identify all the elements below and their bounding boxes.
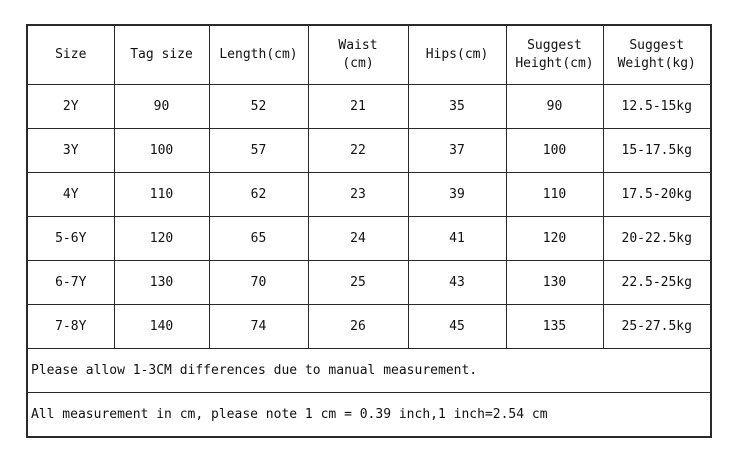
cell-waist: 21	[308, 85, 408, 129]
cell-size: 2Y	[27, 85, 114, 129]
cell-size: 3Y	[27, 129, 114, 173]
header-size: Size	[27, 25, 114, 85]
cell-weight: 22.5-25kg	[603, 261, 711, 305]
cell-length: 65	[209, 217, 308, 261]
header-tag-size: Tag size	[114, 25, 209, 85]
cell-tag-size: 110	[114, 173, 209, 217]
header-height-line1: Suggest	[527, 38, 582, 53]
cell-weight: 15-17.5kg	[603, 129, 711, 173]
size-chart-table	[26, 24, 712, 438]
table-row	[27, 85, 711, 129]
cell-tag-size: 90	[114, 85, 209, 129]
note-row-units	[27, 393, 711, 438]
note-row-manual	[27, 349, 711, 393]
cell-height: 135	[506, 305, 603, 349]
cell-hips: 43	[408, 261, 506, 305]
cell-waist: 24	[308, 217, 408, 261]
cell-length: 57	[209, 129, 308, 173]
table-row	[27, 305, 711, 349]
cell-hips: 37	[408, 129, 506, 173]
header-height-line2: Height(cm)	[515, 56, 594, 71]
cell-length: 52	[209, 85, 308, 129]
cell-waist: 26	[308, 305, 408, 349]
table-row	[27, 173, 711, 217]
header-length: Length(cm)	[209, 25, 308, 85]
header-weight-line2: Weight(kg)	[617, 56, 696, 71]
cell-size: 5-6Y	[27, 217, 114, 261]
header-waist	[308, 25, 408, 85]
cell-length: 70	[209, 261, 308, 305]
cell-waist: 23	[308, 173, 408, 217]
note-unit-conversion: All measurement in cm, please note 1 cm = 0.39 inch,1 inch=2.54 cm	[27, 393, 711, 438]
cell-hips: 35	[408, 85, 506, 129]
table-row	[27, 217, 711, 261]
table-row	[27, 261, 711, 305]
table-row	[27, 129, 711, 173]
cell-hips: 41	[408, 217, 506, 261]
header-weight-line1: Suggest	[629, 38, 685, 53]
cell-tag-size: 120	[114, 217, 209, 261]
note-manual-measurement: Please allow 1-3CM differences due to manual measurement.	[27, 349, 711, 393]
cell-weight: 25-27.5kg	[603, 305, 711, 349]
header-waist-line2: (cm)	[342, 56, 374, 71]
cell-hips: 39	[408, 173, 506, 217]
header-weight	[603, 25, 711, 85]
cell-height: 100	[506, 129, 603, 173]
header-hips: Hips(cm)	[408, 25, 506, 85]
cell-size: 6-7Y	[27, 261, 114, 305]
cell-length: 62	[209, 173, 308, 217]
cell-weight: 17.5-20kg	[603, 173, 711, 217]
header-waist-line1: Waist	[338, 38, 378, 53]
header-height	[506, 25, 603, 85]
cell-height: 130	[506, 261, 603, 305]
cell-size: 4Y	[27, 173, 114, 217]
cell-tag-size: 130	[114, 261, 209, 305]
cell-size: 7-8Y	[27, 305, 114, 349]
cell-height: 120	[506, 217, 603, 261]
cell-height: 110	[506, 173, 603, 217]
cell-height: 90	[506, 85, 603, 129]
cell-tag-size: 140	[114, 305, 209, 349]
header-row	[27, 25, 711, 85]
cell-tag-size: 100	[114, 129, 209, 173]
cell-weight: 20-22.5kg	[603, 217, 711, 261]
cell-waist: 25	[308, 261, 408, 305]
cell-hips: 45	[408, 305, 506, 349]
cell-weight: 12.5-15kg	[603, 85, 711, 129]
cell-length: 74	[209, 305, 308, 349]
cell-waist: 22	[308, 129, 408, 173]
